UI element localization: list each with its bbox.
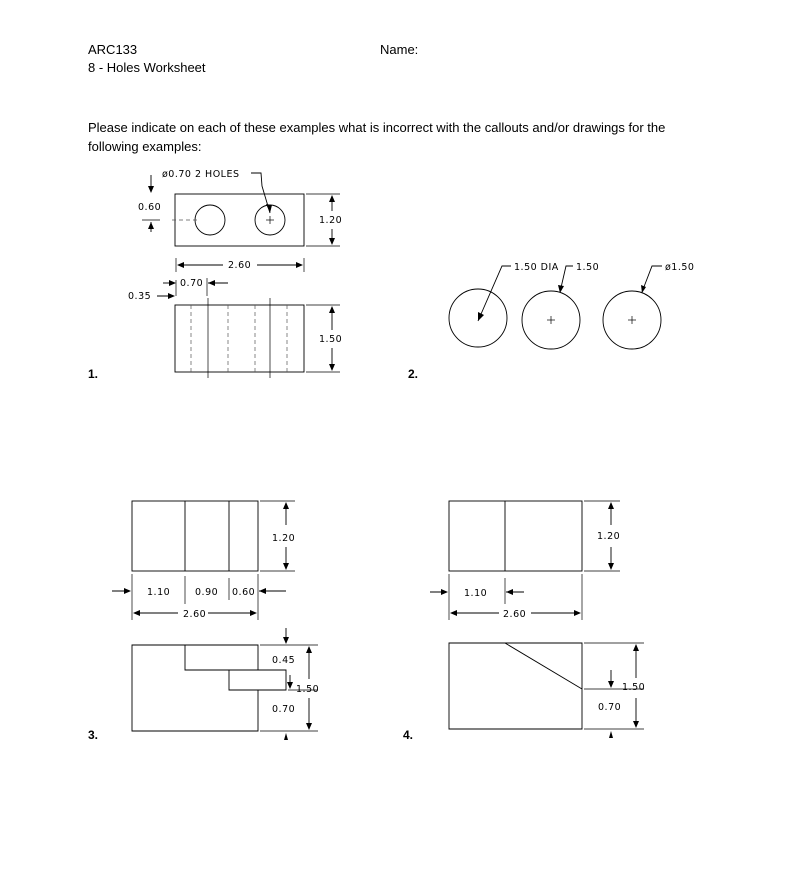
p2-callout-c: ø1.50 xyxy=(665,262,695,273)
problem-4-number: 4. xyxy=(403,728,414,742)
problem-1-number: 1. xyxy=(88,367,99,381)
name-label: Name: xyxy=(380,42,419,57)
p4-base-dim: 0.70 xyxy=(598,702,622,713)
p1-hole-left xyxy=(195,205,225,235)
p2-callout-b: 1.50 xyxy=(576,262,600,273)
problem-3-drawing xyxy=(112,501,319,740)
p4-height-dim: 1.20 xyxy=(597,531,621,542)
problem-2-number: 2. xyxy=(408,367,419,381)
p3-dim-b: 0.90 xyxy=(195,587,219,598)
p1-depth-dim: 1.50 xyxy=(319,334,343,345)
p3-dim-a: 1.10 xyxy=(147,587,171,598)
p3-step-dim: 0.45 xyxy=(272,655,296,666)
p3-dim-c: 0.60 xyxy=(232,587,256,598)
problem-2-drawing xyxy=(449,262,694,349)
p1-hole-callout: ø0.70 2 HOLES xyxy=(162,169,240,180)
p4-overall-dim: 2.60 xyxy=(503,609,527,620)
p4-total-dim: 1.50 xyxy=(622,682,646,693)
p1-spacing-dim: 0.70 xyxy=(180,278,204,289)
p3-front-view xyxy=(132,645,286,731)
p1-height-dim: 1.20 xyxy=(319,215,343,226)
problem-1-drawing xyxy=(128,169,342,378)
p4-front-view xyxy=(449,643,582,729)
p3-total-dim: 1.50 xyxy=(296,684,320,695)
worksheet-title: 8 - Holes Worksheet xyxy=(88,60,206,75)
problem-4-drawing xyxy=(430,501,645,738)
p3-top-view xyxy=(132,501,258,571)
problem-3-number: 3. xyxy=(88,728,99,742)
p3-base-dim: 0.70 xyxy=(272,704,296,715)
instructions: Please indicate on each of these examples what is incorrect with the callouts and/or drawings for the following examples: xyxy=(88,120,666,154)
p1-hole-y-dim: 0.60 xyxy=(138,202,162,213)
p2-callout-a: 1.50 DIA xyxy=(514,262,559,273)
course-code: ARC133 xyxy=(88,42,138,57)
p4-dim-a: 1.10 xyxy=(464,588,488,599)
p1-edge-dim: 0.35 xyxy=(128,291,152,302)
p3-height-dim: 1.20 xyxy=(272,533,296,544)
p1-callout-leader xyxy=(251,173,270,213)
p1-width-dim: 2.60 xyxy=(228,260,252,271)
p3-overall-dim: 2.60 xyxy=(183,609,207,620)
p4-top-view xyxy=(449,501,582,571)
p1-top-view xyxy=(175,305,304,372)
